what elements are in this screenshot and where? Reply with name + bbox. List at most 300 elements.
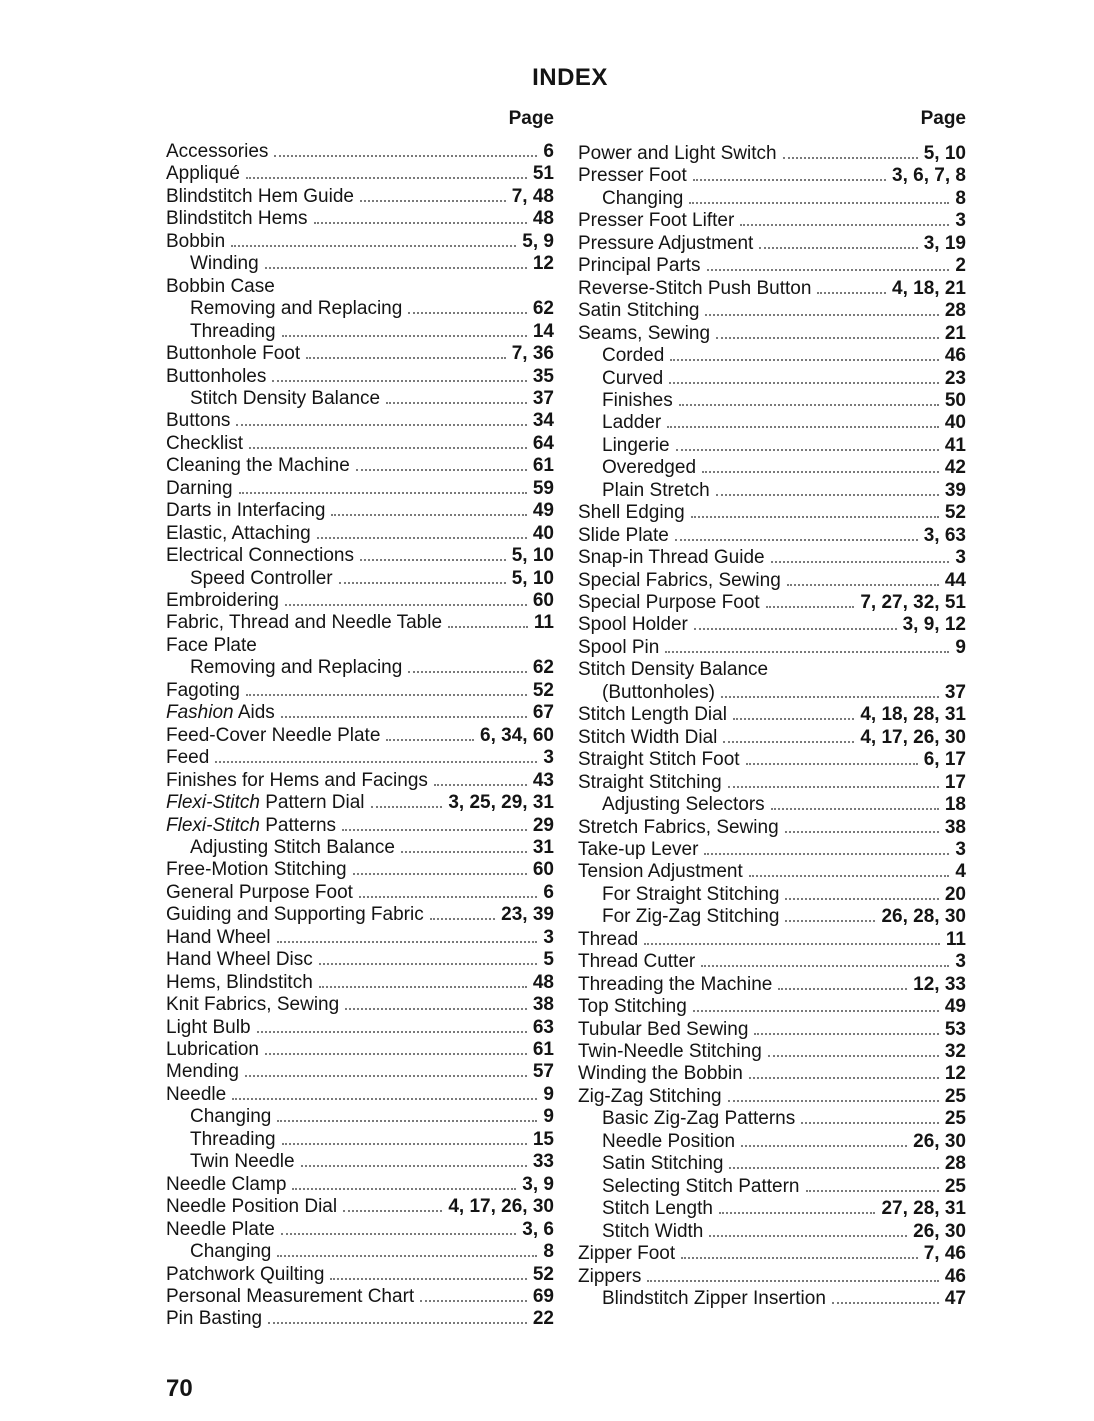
leader-dots: [783, 153, 918, 159]
index-pages: 5, 10: [511, 567, 554, 589]
index-entry: [578, 210, 966, 232]
index-pages: 26, 30: [913, 1130, 966, 1152]
index-term: Buttons: [166, 410, 231, 432]
index-term: Feed-Cover Needle Plate: [166, 724, 381, 746]
index-term: Bobbin Case: [166, 275, 275, 297]
index-term: Tubular Bed Sewing: [578, 1018, 749, 1040]
index-entry: [578, 929, 966, 951]
index-term: Winding the Bobbin: [578, 1063, 743, 1085]
index-entry: [578, 1063, 966, 1085]
index-entry: [578, 1266, 966, 1288]
leader-dots: [801, 1118, 939, 1124]
leader-dots: [343, 1206, 442, 1212]
index-entry: [166, 1129, 554, 1151]
index-entry: [166, 635, 554, 657]
index-entry: [578, 659, 966, 681]
index-pages: 20: [944, 883, 966, 905]
index-entry: [166, 455, 554, 477]
leader-dots: [331, 510, 526, 516]
index-entry: [578, 682, 966, 704]
index-entry: [166, 186, 554, 208]
index-pages: 7, 46: [923, 1243, 966, 1265]
index-pages: 48: [532, 208, 554, 230]
index-pages: 4: [955, 861, 966, 883]
index-term: Changing: [602, 187, 684, 209]
index-term: Light Bulb: [166, 1016, 251, 1038]
index-entry: [166, 1084, 554, 1106]
leader-dots: [679, 400, 939, 406]
leader-dots: [249, 443, 527, 449]
index-term: Needle Clamp: [166, 1173, 287, 1195]
index-pages: 9: [543, 1106, 554, 1128]
leader-dots: [448, 622, 528, 628]
leader-dots: [728, 782, 939, 788]
index-entry: [166, 388, 554, 410]
index-pages: 6: [543, 881, 554, 903]
index-entry: [166, 568, 554, 590]
index-pages: 63: [532, 1016, 554, 1038]
index-entry: [166, 208, 554, 230]
index-entry: [578, 614, 966, 636]
leader-dots: [694, 624, 897, 630]
index-term: Power and Light Switch: [578, 143, 777, 164]
index-term: Threading the Machine: [578, 973, 773, 995]
index-term: Fabric, Thread and Needle Table: [166, 612, 443, 634]
leader-dots: [771, 804, 939, 810]
leader-dots: [785, 916, 875, 922]
index-term: Needle: [166, 1083, 227, 1105]
leader-dots: [787, 580, 939, 586]
leader-dots: [806, 1186, 939, 1192]
leader-dots: [345, 1004, 527, 1010]
leader-dots: [339, 578, 506, 584]
index-pages: 28: [944, 1153, 966, 1175]
index-term: Straight Stitching: [578, 771, 722, 793]
leader-dots: [246, 173, 527, 179]
index-entry: [166, 612, 554, 634]
index-entry: [578, 637, 966, 659]
leader-dots: [749, 871, 950, 877]
leader-dots: [670, 355, 939, 361]
leader-dots: [282, 331, 527, 337]
index-pages: 3: [543, 926, 554, 948]
leader-dots: [281, 1229, 517, 1235]
index-entry: [166, 1264, 554, 1286]
index-entry: [578, 861, 966, 883]
index-entry: [578, 749, 966, 771]
index-entry: [578, 884, 966, 906]
index-term: Spool Pin: [578, 636, 660, 658]
index-pages: 5, 10: [923, 143, 966, 164]
page-column-header: Page: [508, 108, 554, 129]
index-pages: 43: [532, 769, 554, 791]
index-pages: 26, 28, 30: [881, 906, 966, 928]
index-entry: [166, 837, 554, 859]
index-term: Plain Stretch: [602, 479, 710, 501]
index-pages: 50: [944, 389, 966, 411]
index-term: For Zig-Zag Stitching: [602, 906, 780, 928]
index-term: Finishes for Hems and Facings: [166, 769, 428, 791]
index-pages: 46: [944, 345, 966, 367]
leader-dots: [705, 310, 938, 316]
leader-dots: [239, 488, 527, 494]
index-pages: 53: [944, 1018, 966, 1040]
index-entry: [578, 525, 966, 547]
index-pages: 21: [944, 322, 966, 344]
index-term: Satin Stitching: [602, 1153, 724, 1175]
index-entry: [578, 502, 966, 524]
index-pages: 37: [532, 387, 554, 409]
index-term: Overedged: [602, 457, 697, 479]
index-term: Fagoting: [166, 679, 240, 701]
leader-dots: [245, 1071, 527, 1077]
index-pages: 34: [532, 410, 554, 432]
index-pages: 40: [532, 522, 554, 544]
leader-dots: [386, 735, 474, 741]
index-pages: 52: [532, 679, 554, 701]
index-term: Twin Needle: [190, 1151, 295, 1173]
index-pages: 59: [532, 477, 554, 499]
index-pages: 39: [944, 479, 966, 501]
leader-dots: [768, 1051, 939, 1057]
index-term: Flexi-Stitch Patterns: [166, 814, 337, 836]
index-entry: [578, 457, 966, 479]
leader-dots: [702, 467, 939, 473]
index-term: Blindstitch Zipper Insertion: [602, 1287, 826, 1309]
index-entry: [166, 276, 554, 298]
index-entry: [166, 253, 554, 275]
leader-dots: [728, 1096, 939, 1102]
leader-dots: [733, 714, 854, 720]
index-entry: [578, 480, 966, 502]
index-entry: [166, 859, 554, 881]
index-term: Spool Holder: [578, 614, 688, 636]
index-pages: 17: [944, 771, 966, 793]
index-term: Face Plate: [166, 634, 257, 656]
index-pages: 25: [944, 1175, 966, 1197]
index-term: Cleaning the Machine: [166, 455, 350, 477]
index-pages: 48: [532, 971, 554, 993]
index-term: Darning: [166, 477, 233, 499]
leader-dots: [723, 737, 854, 743]
leader-dots: [265, 1049, 527, 1055]
index-term: Needle Position: [602, 1130, 736, 1152]
index-term: Hand Wheel Disc: [166, 949, 313, 971]
index-entry: [578, 165, 966, 187]
index-entry: [166, 298, 554, 320]
index-pages: 3, 63: [923, 524, 966, 546]
index-pages: 7, 27, 32, 51: [860, 592, 966, 613]
leader-dots: [231, 241, 516, 247]
index-pages: 69: [532, 1285, 554, 1307]
index-pages: 4, 18, 28, 31: [860, 704, 966, 726]
index-pages: 22: [532, 1308, 554, 1330]
index-term: Appliqué: [166, 163, 240, 185]
index-pages: 3, 6: [522, 1218, 554, 1240]
index-entry: [166, 1196, 554, 1218]
page-number: 70: [166, 1375, 193, 1402]
leader-dots: [741, 1141, 907, 1147]
index-term: Presser Foot Lifter: [578, 210, 735, 232]
index-entry: [166, 1219, 554, 1241]
index-pages: 12, 33: [913, 973, 966, 995]
index-pages: 23: [944, 367, 966, 389]
index-entry: [166, 478, 554, 500]
leader-dots: [704, 849, 949, 855]
leader-dots: [759, 243, 917, 249]
index-entry: [578, 345, 966, 367]
leader-dots: [386, 398, 527, 404]
index-term: Basic Zig-Zag Patterns: [602, 1108, 796, 1130]
leader-dots: [689, 198, 949, 204]
index-term: Buttonholes: [166, 365, 267, 387]
leader-dots: [246, 690, 527, 696]
leader-dots: [360, 196, 506, 202]
index-pages: 7, 48: [511, 185, 554, 207]
index-term: Finishes: [602, 389, 673, 411]
index-term: Take-up Lever: [578, 838, 699, 860]
index-entry: [578, 1288, 966, 1310]
index-entry: [166, 725, 554, 747]
leader-dots: [707, 265, 950, 271]
index-term: Knit Fabrics, Sewing: [166, 994, 340, 1016]
index-term: General Purpose Foot: [166, 881, 353, 903]
index-pages: 32: [944, 1041, 966, 1062]
index-entry: [166, 792, 554, 814]
index-term: Special Fabrics, Sewing: [578, 569, 781, 591]
leader-dots: [215, 757, 537, 763]
index-pages: 6: [543, 141, 554, 162]
index-pages: 7, 36: [511, 343, 554, 365]
index-term: Pressure Adjustment: [578, 232, 754, 254]
index-entry: [166, 1308, 554, 1330]
index-term: Bobbin: [166, 230, 226, 252]
leader-dots: [817, 288, 886, 294]
index-pages: 25: [944, 1085, 966, 1107]
index-term: Guiding and Supporting Fabric: [166, 904, 424, 926]
index-pages: 14: [532, 320, 554, 342]
index-entry: [578, 817, 966, 839]
index-entry: [166, 882, 554, 904]
index-term: Fashion Aids: [166, 702, 275, 724]
index-entry: [578, 794, 966, 816]
index-term: Presser Foot: [578, 165, 687, 187]
leader-dots: [675, 535, 918, 541]
index-pages: 3: [955, 838, 966, 860]
index-pages: 29: [532, 814, 554, 836]
index-entry: [166, 500, 554, 522]
index-pages: 3, 9: [522, 1173, 554, 1195]
index-entry: [166, 410, 554, 432]
leader-dots: [832, 1298, 939, 1304]
index-pages: 15: [532, 1128, 554, 1150]
index-entry: [166, 770, 554, 792]
index-entry: [166, 163, 554, 185]
leader-dots: [721, 692, 939, 698]
leader-dots: [785, 827, 939, 833]
index-pages: 64: [532, 432, 554, 454]
leader-dots: [319, 959, 538, 965]
index-pages: 52: [532, 1263, 554, 1285]
index-pages: 35: [532, 365, 554, 387]
index-term: Principal Parts: [578, 255, 701, 277]
leader-dots: [766, 602, 855, 608]
index-term: Free-Motion Stitching: [166, 859, 347, 881]
leader-dots: [301, 1161, 527, 1167]
index-term: Lubrication: [166, 1039, 259, 1060]
index-term: Stitch Width Dial: [578, 726, 718, 748]
index-pages: 62: [532, 657, 554, 679]
page-title: INDEX: [532, 64, 608, 91]
index-entry: [578, 1243, 966, 1265]
index-entry: [166, 321, 554, 343]
index-pages: 62: [532, 298, 554, 320]
leader-dots: [277, 937, 538, 943]
leader-dots: [754, 1029, 938, 1035]
leader-dots: [716, 490, 939, 496]
leader-dots: [785, 894, 938, 900]
index-term: Thread: [578, 928, 639, 950]
leader-dots: [319, 982, 527, 988]
index-pages: 42: [944, 457, 966, 479]
index-entry: [578, 839, 966, 861]
index-entry: [166, 904, 554, 926]
leader-dots: [285, 600, 527, 606]
index-pages: 3: [955, 951, 966, 973]
leader-dots: [353, 869, 527, 875]
index-pages: 3: [955, 210, 966, 232]
index-pages: 28: [944, 300, 966, 322]
index-entry: [578, 1019, 966, 1041]
leader-dots: [681, 1253, 918, 1259]
leader-dots: [719, 1208, 876, 1214]
index-entry: [578, 704, 966, 726]
index-term: Speed Controller: [190, 567, 333, 589]
index-pages: 3, 25, 29, 31: [448, 792, 554, 814]
index-pages: 37: [944, 681, 966, 703]
index-entry: [166, 994, 554, 1016]
index-pages: 67: [532, 702, 554, 724]
leader-dots: [281, 712, 527, 718]
leader-dots: [430, 914, 495, 920]
index-pages: 4, 17, 26, 30: [448, 1196, 554, 1218]
index-pages: 4, 17, 26, 30: [860, 726, 966, 748]
index-pages: 52: [944, 502, 966, 524]
leader-dots: [691, 512, 939, 518]
leader-dots: [676, 445, 939, 451]
index-term: For Straight Stitching: [602, 883, 780, 905]
leader-dots: [740, 220, 949, 226]
index-entry: [166, 366, 554, 388]
index-term: Stitch Length: [602, 1198, 713, 1220]
index-term: Removing and Replacing: [190, 657, 403, 679]
leader-dots: [434, 780, 527, 786]
index-term: Straight Stitch Foot: [578, 749, 740, 771]
index-term: Blindstitch Hems: [166, 208, 308, 230]
index-term: Needle Position Dial: [166, 1196, 338, 1218]
index-entry: [578, 1041, 966, 1063]
index-term: Adjusting Stitch Balance: [190, 836, 395, 858]
leader-dots: [408, 667, 527, 673]
index-pages: 12: [532, 253, 554, 275]
index-pages: 60: [532, 590, 554, 611]
leader-dots: [274, 151, 537, 157]
index-entry: [578, 951, 966, 973]
index-term: Winding: [190, 253, 259, 275]
index-entry: [166, 1061, 554, 1083]
index-pages: 11: [945, 928, 966, 950]
index-pages: 44: [944, 569, 966, 591]
index-pages: 57: [532, 1061, 554, 1083]
index-pages: 4, 18, 21: [892, 277, 966, 299]
index-entry: [166, 545, 554, 567]
index-term: Snap-in Thread Guide: [578, 547, 765, 569]
index-entry: [166, 702, 554, 724]
index-entry: [166, 1017, 554, 1039]
index-entry: [578, 1108, 966, 1130]
index-entry: [166, 927, 554, 949]
index-pages: 23, 39: [501, 904, 554, 926]
leader-dots: [693, 1006, 939, 1012]
index-term: Ladder: [602, 412, 662, 434]
index-pages: 3, 19: [923, 232, 966, 254]
leader-dots: [292, 1184, 516, 1190]
index-term: Feed: [166, 747, 210, 769]
index-term: Mending: [166, 1061, 239, 1083]
index-pages: 46: [944, 1265, 966, 1287]
index-entry: [578, 368, 966, 390]
index-entry: [578, 1221, 966, 1243]
index-term: Zippers: [578, 1265, 642, 1287]
index-entry: [166, 523, 554, 545]
index-pages: 5, 10: [511, 545, 554, 567]
index-term: Flexi-Stitch Pattern Dial: [166, 792, 365, 814]
leader-dots: [359, 892, 537, 898]
index-pages: 5, 9: [522, 230, 554, 252]
index-pages: 33: [532, 1151, 554, 1173]
index-pages: 61: [532, 1039, 554, 1060]
index-term: Changing: [190, 1106, 272, 1128]
index-entry: [166, 657, 554, 679]
leader-dots: [272, 376, 527, 382]
index-pages: 51: [532, 163, 554, 185]
index-term: Satin Stitching: [578, 300, 700, 322]
index-term: Pin Basting: [166, 1308, 263, 1330]
index-term: Stitch Length Dial: [578, 704, 727, 726]
index-entry: [166, 231, 554, 253]
index-pages: 5: [543, 949, 554, 971]
index-entry: [578, 906, 966, 928]
leader-dots: [356, 465, 527, 471]
index-entry: [166, 747, 554, 769]
index-term: Thread Cutter: [578, 951, 696, 973]
index-entry: [578, 1131, 966, 1153]
index-pages: 3: [543, 747, 554, 769]
index-entry: [578, 278, 966, 300]
index-pages: 38: [944, 816, 966, 838]
index-entry: [578, 323, 966, 345]
leader-dots: [669, 378, 939, 384]
index-term: Elastic, Attaching: [166, 522, 311, 544]
index-entry: [578, 974, 966, 996]
index-pages: 6, 34, 60: [480, 724, 554, 746]
index-term: Personal Measurement Chart: [166, 1285, 415, 1307]
index-term: Patchwork Quilting: [166, 1263, 325, 1285]
leader-dots: [408, 308, 527, 314]
index-entry: [166, 1039, 554, 1061]
index-entry: [578, 1153, 966, 1175]
index-term: Shell Edging: [578, 502, 685, 524]
